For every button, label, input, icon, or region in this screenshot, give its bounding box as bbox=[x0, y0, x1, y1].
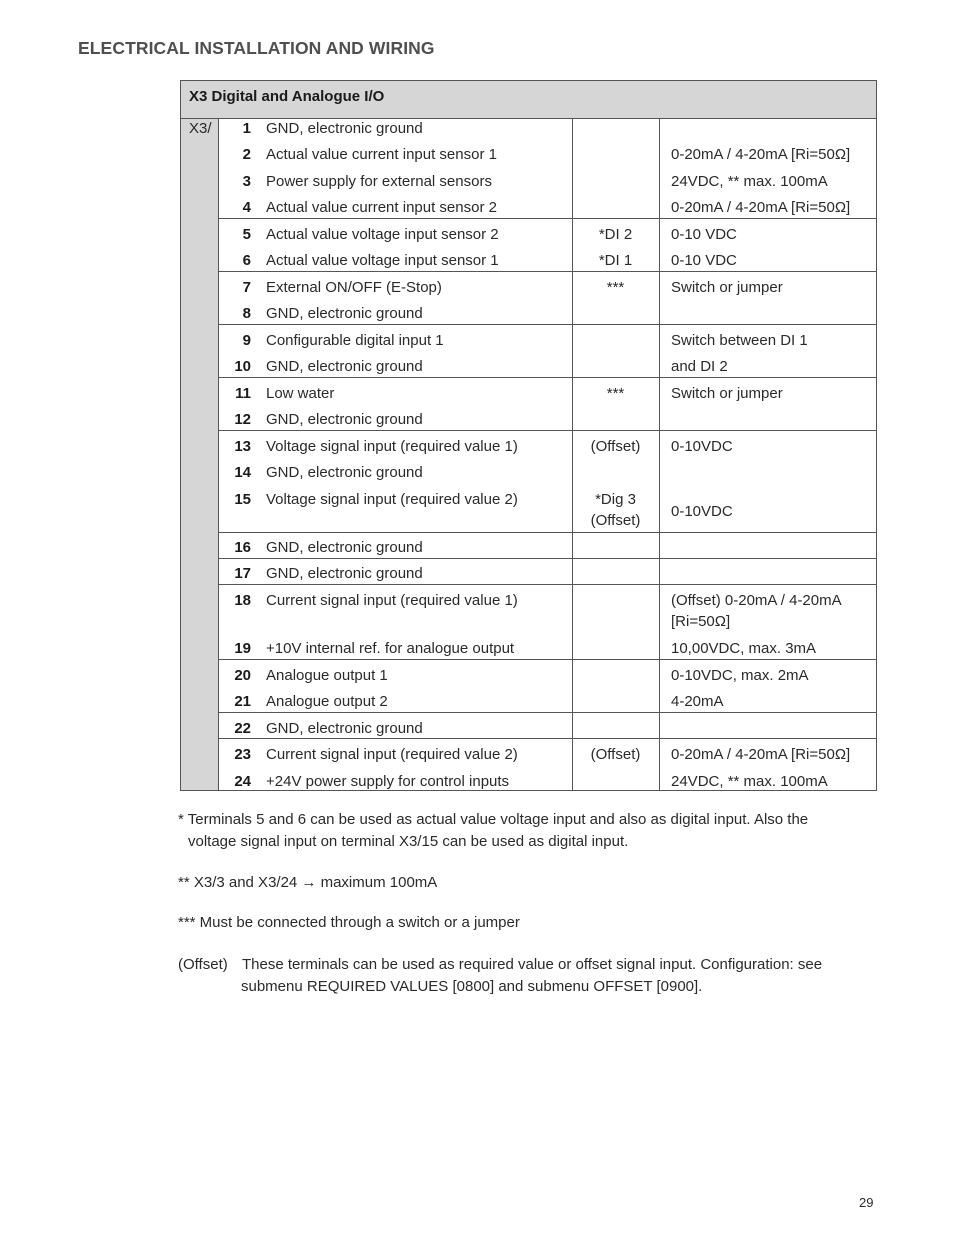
page-number: 29 bbox=[859, 1195, 874, 1210]
terminal-number: 5 bbox=[242, 226, 251, 243]
specification: Switch or jumper bbox=[671, 385, 783, 402]
terminal-description: Current signal input (required value 2) bbox=[266, 746, 518, 763]
terminal-number: 3 bbox=[242, 173, 251, 190]
terminal-number: 12 bbox=[234, 411, 251, 428]
row-divider bbox=[218, 218, 876, 219]
terminal-number: 6 bbox=[242, 252, 251, 269]
terminal-number: 11 bbox=[235, 385, 251, 402]
terminal-description: Low water bbox=[266, 385, 335, 402]
row-divider bbox=[218, 430, 876, 431]
terminal-description: Analogue output 2 bbox=[266, 693, 388, 710]
specification: 0-10VDC, max. 2mA bbox=[671, 667, 809, 684]
terminal-description: GND, electronic ground bbox=[266, 539, 423, 556]
terminal-description: Configurable digital input 1 bbox=[266, 332, 444, 349]
terminal-number: 20 bbox=[234, 667, 251, 684]
footnote-text: voltage signal input on terminal X3/15 can be used as digital input. bbox=[188, 833, 629, 850]
terminal-number: 4 bbox=[242, 199, 251, 216]
table-title: X3 Digital and Analogue I/O bbox=[189, 88, 385, 105]
row-divider bbox=[218, 532, 876, 533]
signal-type: (Offset) bbox=[590, 512, 641, 529]
terminal-number: 24 bbox=[234, 773, 251, 790]
terminal-description: +24V power supply for control inputs bbox=[266, 773, 510, 790]
terminal-description: +10V internal ref. for analogue output bbox=[266, 640, 515, 657]
column-divider bbox=[659, 119, 660, 790]
specification: 24VDC, ** max. 100mA bbox=[671, 173, 828, 190]
x3-label: X3/ bbox=[189, 120, 212, 137]
terminal-number: 14 bbox=[234, 464, 251, 481]
row-divider bbox=[218, 377, 876, 378]
terminal-description: Actual value voltage input sensor 2 bbox=[266, 226, 499, 243]
terminal-description: GND, electronic ground bbox=[266, 305, 423, 322]
terminal-number: 22 bbox=[234, 720, 251, 737]
terminal-description: Voltage signal input (required value 1) bbox=[266, 438, 518, 455]
terminal-number: 1 bbox=[242, 120, 251, 137]
row-divider bbox=[218, 271, 876, 272]
terminal-number: 19 bbox=[234, 640, 251, 657]
row-divider bbox=[218, 659, 876, 660]
specification: 0-20mA / 4-20mA [Ri=50Ω] bbox=[671, 146, 851, 163]
footnote-switch-jumper bbox=[178, 912, 520, 934]
row-divider bbox=[218, 324, 876, 325]
terminal-number: 16 bbox=[234, 539, 251, 556]
terminal-description: GND, electronic ground bbox=[266, 120, 423, 137]
specification: and DI 2 bbox=[671, 358, 728, 375]
terminal-description: GND, electronic ground bbox=[266, 565, 423, 582]
footnote-text: submenu REQUIRED VALUES [0800] and submenu OFFSET [0900]. bbox=[241, 978, 703, 995]
footnote-text: ** X3/3 and X3/24 → maximum 100mA bbox=[178, 874, 438, 891]
terminal-description: External ON/OFF (E-Stop) bbox=[266, 279, 442, 296]
signal-type: *** bbox=[606, 385, 625, 402]
terminal-description: Actual value current input sensor 1 bbox=[266, 146, 497, 163]
specification: Switch or jumper bbox=[671, 279, 783, 296]
terminal-number: 8 bbox=[242, 305, 251, 322]
specification: 0-10 VDC bbox=[671, 226, 737, 243]
footnote-text: These terminals can be used as required value or offset signal input. Configuration: see bbox=[242, 956, 823, 973]
terminal-number: 23 bbox=[234, 746, 251, 763]
specification: 0-10 VDC bbox=[671, 252, 737, 269]
terminal-description: Analogue output 1 bbox=[266, 667, 388, 684]
terminal-number: 7 bbox=[242, 279, 251, 296]
terminal-description: Actual value voltage input sensor 1 bbox=[266, 252, 499, 269]
signal-type: *DI 2 bbox=[598, 226, 633, 243]
terminal-number: 2 bbox=[242, 146, 251, 163]
terminal-number: 18 bbox=[234, 592, 251, 609]
terminal-description: GND, electronic ground bbox=[266, 720, 423, 737]
specification: (Offset) 0-20mA / 4-20mA bbox=[671, 592, 842, 609]
specification: 0-20mA / 4-20mA [Ri=50Ω] bbox=[671, 746, 851, 763]
row-divider bbox=[218, 558, 876, 559]
row-divider bbox=[218, 712, 876, 713]
signal-type: (Offset) bbox=[590, 438, 641, 455]
signal-type: *** bbox=[606, 279, 625, 296]
footnote-text: *** Must be connected through a switch or a jumper bbox=[178, 914, 520, 931]
terminal-description: GND, electronic ground bbox=[266, 464, 423, 481]
specification: 0-20mA / 4-20mA [Ri=50Ω] bbox=[671, 199, 851, 216]
terminal-number: 13 bbox=[234, 438, 251, 455]
signal-type: *DI 1 bbox=[598, 252, 633, 269]
terminal-description: GND, electronic ground bbox=[266, 358, 423, 375]
terminal-number: 17 bbox=[234, 565, 251, 582]
specification: 24VDC, ** max. 100mA bbox=[671, 773, 828, 790]
specification: Switch between DI 1 bbox=[671, 332, 808, 349]
section-heading: ELECTRICAL INSTALLATION AND WIRING bbox=[78, 38, 435, 58]
x3-io-table bbox=[180, 80, 877, 791]
footnote-text: * Terminals 5 and 6 can be used as actual value voltage input and also as digital input. Also the bbox=[178, 811, 809, 828]
terminal-description: Actual value current input sensor 2 bbox=[266, 199, 497, 216]
specification: 4-20mA bbox=[671, 693, 724, 710]
footnote-digital-input bbox=[178, 809, 808, 853]
specification: 0-10VDC bbox=[671, 503, 733, 520]
specification: 10,00VDC, max. 3mA bbox=[671, 640, 817, 657]
signal-type: (Offset) bbox=[590, 746, 641, 763]
terminal-description: Voltage signal input (required value 2) bbox=[266, 491, 518, 508]
row-divider bbox=[218, 584, 876, 585]
specification: 0-10VDC bbox=[671, 438, 733, 455]
terminal-number: 10 bbox=[234, 358, 251, 375]
terminal-description: GND, electronic ground bbox=[266, 411, 423, 428]
terminal-description: Power supply for external sensors bbox=[266, 173, 492, 190]
footnote-label: (Offset) bbox=[178, 956, 228, 973]
terminal-number: 9 bbox=[242, 332, 251, 349]
table-header bbox=[181, 81, 876, 119]
terminal-number: 21 bbox=[234, 693, 251, 710]
signal-type: *Dig 3 bbox=[595, 491, 636, 508]
specification: [Ri=50Ω] bbox=[671, 613, 731, 630]
terminal-description: Current signal input (required value 1) bbox=[266, 592, 518, 609]
footnote-max-current bbox=[178, 872, 437, 894]
terminal-number: 15 bbox=[234, 491, 251, 508]
